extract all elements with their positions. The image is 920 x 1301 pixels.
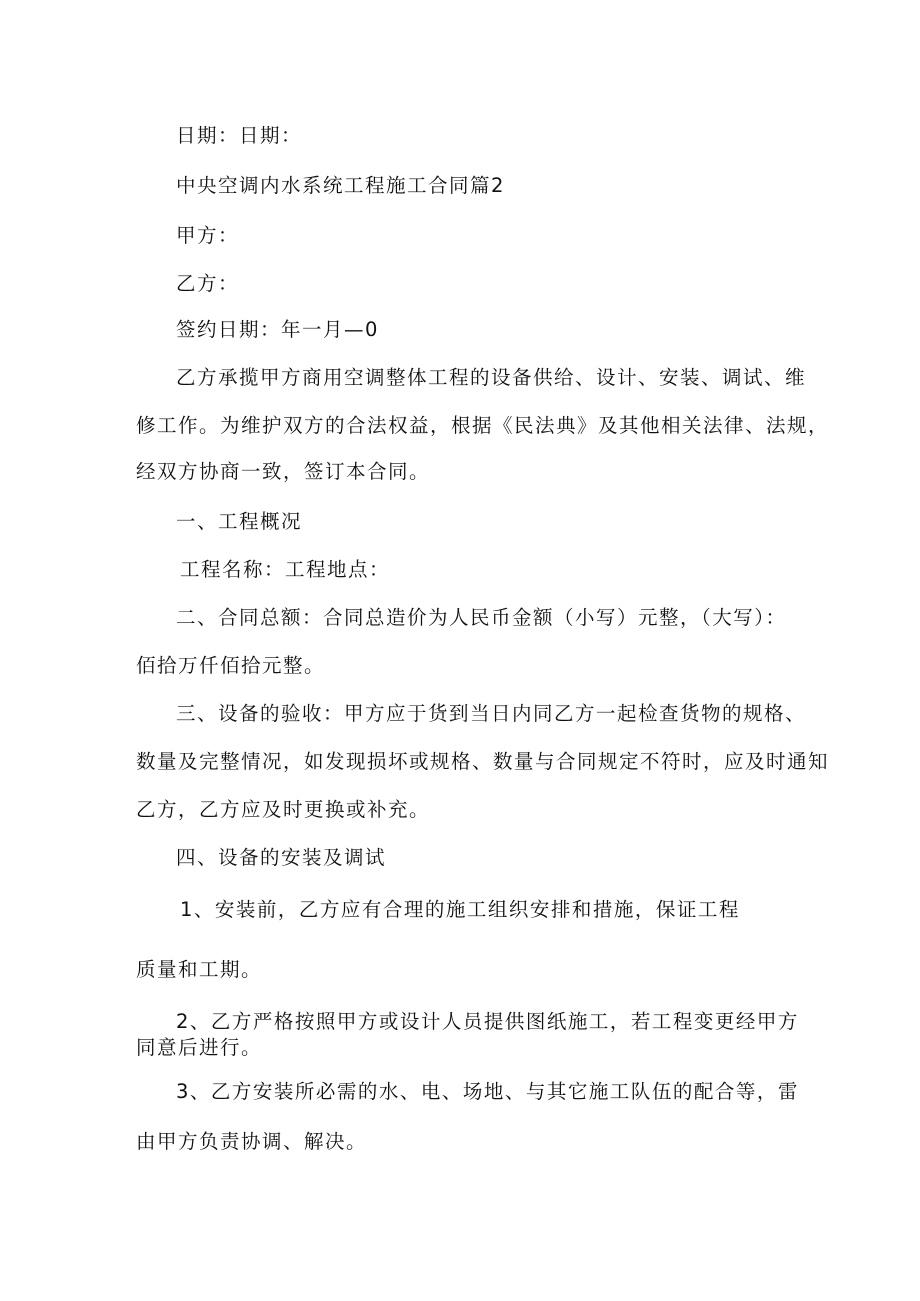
item-3-line-2: 由甲方负责协调、解决。 <box>136 1130 368 1153</box>
contract-amount-line-1: 二、合同总额：合同总造价为人民币金额（小写）元整，（大写）： <box>176 606 787 629</box>
acceptance-paragraph-line-1: 三、设备的验收：甲方应于货到当日内同乙方一起检查货物的规格、 <box>176 702 807 725</box>
date-line: 日期：日期： <box>176 124 303 147</box>
contract-title: 中央空调内水系统工程施工合同篇2 <box>176 174 505 197</box>
section-heading-overview: 一、工程概况 <box>176 510 303 533</box>
item-2-line-2: 同意后进行。 <box>136 1036 263 1059</box>
acceptance-paragraph-line-2: 数量及完整情况，如发现损坏或规格、数量与合同规定不符时，应及时通知 <box>136 750 830 773</box>
intro-paragraph-line-1: 乙方承揽甲方商用空调整体工程的设备供给、设计、安装、调试、维 <box>176 366 807 389</box>
intro-paragraph-line-3: 经双方协商一致，签订本合同。 <box>136 460 431 483</box>
contract-amount-line-2: 佰拾万仟佰拾元整。 <box>136 654 326 677</box>
item-1-line-2: 质量和工期。 <box>136 958 263 981</box>
party-a-line: 甲方： <box>176 224 240 247</box>
signing-date-line: 签约日期：年一月—0 <box>176 318 379 341</box>
acceptance-paragraph-line-3: 乙方，乙方应及时更换或补充。 <box>136 798 431 821</box>
party-b-line: 乙方： <box>176 272 240 295</box>
section-heading-installation: 四、设备的安装及调试 <box>176 846 387 869</box>
item-1-line-1: 1、安装前，乙方应有合理的施工组织安排和措施，保证工程 <box>180 898 740 921</box>
item-3-line-1: 3、乙方安装所必需的水、电、场地、与其它施工队伍的配合等，雷 <box>176 1080 799 1103</box>
project-name-location-line: 工程名称：工程地点： <box>180 558 391 581</box>
intro-paragraph-line-2: 修工作。为维护双方的合法权益，根据《民法典》及其他相关法律、法规， <box>136 414 830 437</box>
item-2-line-1: 2、乙方严格按照甲方或设计人员提供图纸施工，若工程变更经甲方 <box>176 1010 799 1033</box>
